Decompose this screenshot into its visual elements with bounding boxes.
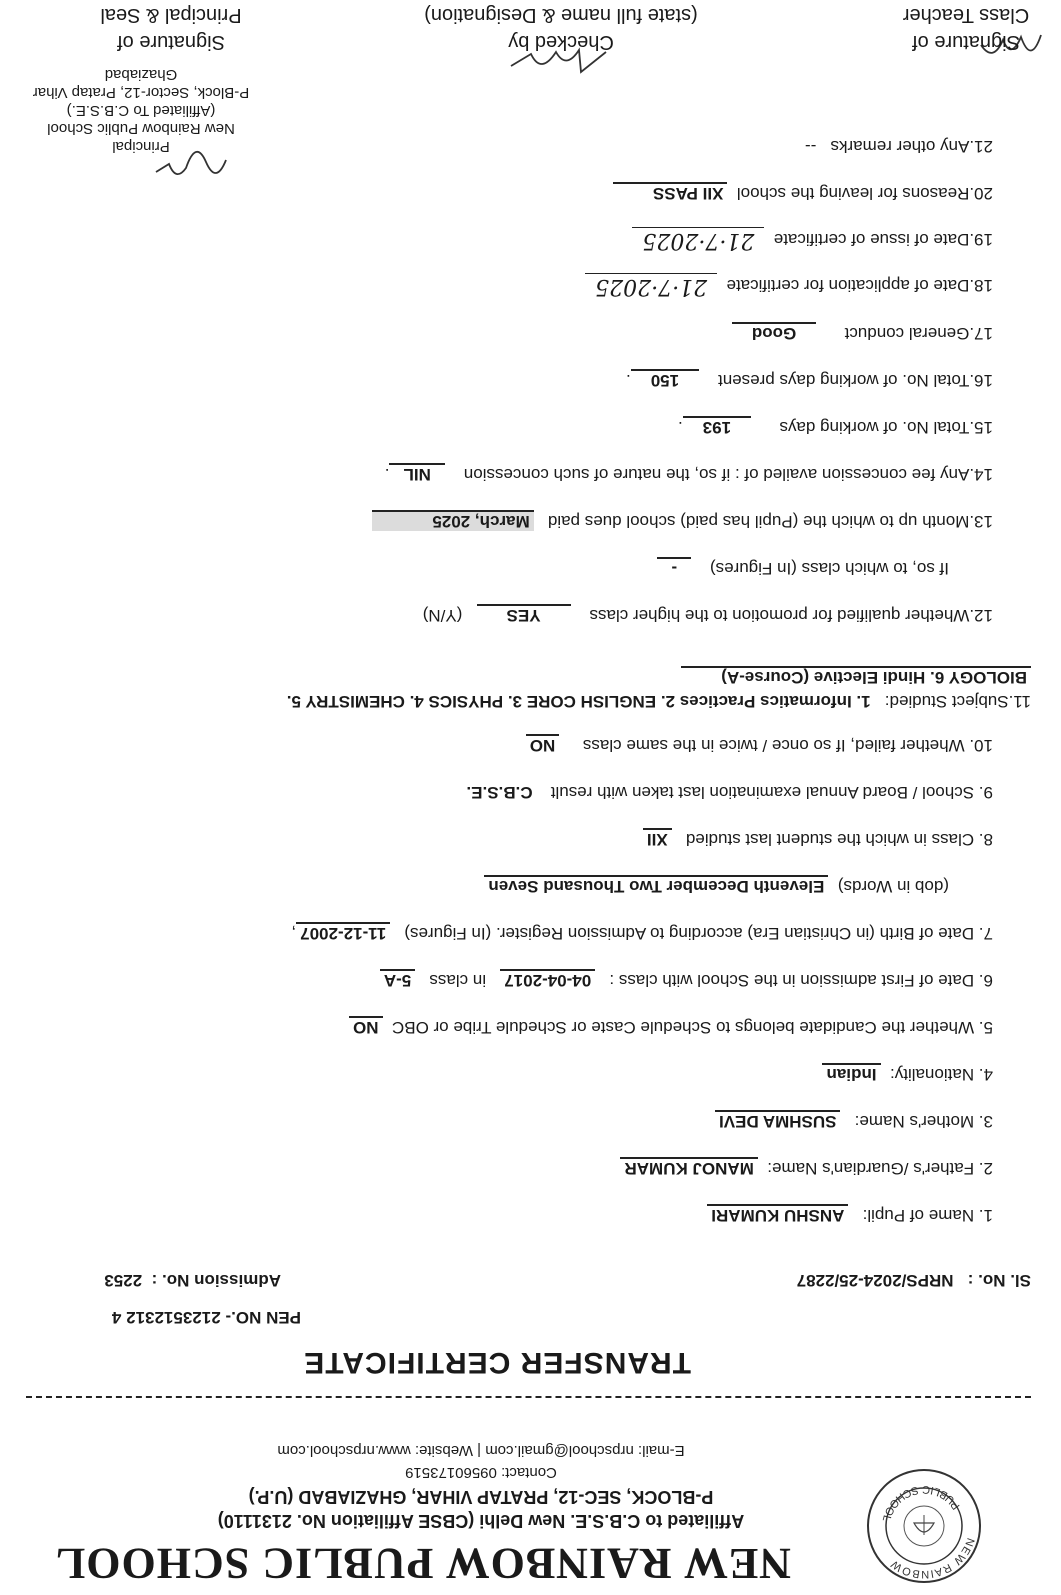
contact-number: Contact: 09560173519 — [405, 1464, 557, 1481]
admission-value: 2253 — [104, 1271, 143, 1290]
svg-text:PUBLIC SCHOOL: PUBLIC SCHOOL — [879, 1482, 963, 1524]
item-4: 4. Nationality: Indian — [3, 1064, 993, 1084]
item-10: 10. Whether failed, If so once / twice in the same class NO — [3, 735, 993, 755]
application-date: 21·7·2025 — [585, 273, 717, 299]
item-15: 15.Total No. of working days 193. — [677, 418, 993, 437]
school-seal-icon — [865, 1467, 983, 1585]
principal-signature-block: Signature of Principal & Seal — [100, 4, 242, 53]
checked-by-block: Checked by (state full name & Designation) — [424, 4, 698, 53]
item-5: 5. Whether the Candidate belongs to Schedule Caste or Schedule Tribe or OBC NO — [3, 1017, 993, 1037]
fee-concession: NIL — [389, 463, 444, 484]
item-8: 8. Class in which the student last studied XII — [3, 829, 993, 849]
mother-name: SUSHMA DEVI — [715, 1110, 840, 1131]
affiliation-text: Affiliated to C.B.S.E. New Delhi (CBSE Affiliation No. 2131110) — [217, 1511, 745, 1531]
item-19: 19.Date of issue of certificate 21·7·2025 — [3, 228, 993, 253]
dob-figures: 11-12-2007 — [296, 922, 390, 943]
subjects-line-2: BIOLOGY 6. Hindi Elective (Course-A) — [681, 666, 1031, 687]
serial-number — [797, 1270, 1031, 1290]
working-days: 193 — [683, 416, 751, 437]
item-17: 17.General conduct Good — [3, 323, 993, 343]
item-18: 18.Date of application for certificate 21·7·2025 — [3, 274, 993, 299]
svg-text:NEW RAINBOW: NEW RAINBOW — [888, 1536, 977, 1581]
dues-paid-month: March, 2025 — [372, 510, 533, 531]
failed-status: NO — [526, 734, 560, 755]
board-result: C.B.S.E. — [466, 783, 533, 802]
caste-category: NO — [349, 1016, 383, 1037]
school-address: P-BLOCK, SEC-12, PRATAP VIHAR, GHAZIABAD (U.P.) — [248, 1487, 714, 1507]
subjects-line-1: 1. Informatics Practices 2. ENGLISH CORE 3. PHYSICS 4. CHEMISTRY 5. — [286, 692, 871, 711]
class-teacher-signature-block: Signature of Class Teacher — [902, 4, 1030, 53]
item-2: 2. Father's /Guardian's Name: MANOJ KUMAR — [3, 1158, 993, 1178]
first-admission-date: 04-04-2017 — [500, 969, 595, 990]
principal-stamp: Principal New Rainbow Public School (Affiliated To C.B.S.E.) P-Block, Sector-12, Pratap Vihar Ghaziabad — [32, 66, 250, 155]
nationality: Indian — [822, 1063, 880, 1084]
other-remarks: -- — [804, 137, 817, 156]
item-1: 1. Name of Pupil: ANSHU KUMARI — [3, 1205, 993, 1225]
days-present: 150 — [631, 369, 699, 390]
item-12: 12.Whether qualified for promotion to the higher class YES (Y/N) — [422, 606, 993, 625]
issue-date: 21·7·2025 — [632, 227, 764, 253]
item-11-cont — [41, 667, 1031, 687]
general-conduct: Good — [732, 322, 816, 343]
divider — [26, 1396, 1031, 1398]
school-name: NEW RAINBOW PUBLIC SCHOOL — [54, 1539, 791, 1588]
pen-value: 2123512312 4 — [111, 1308, 221, 1327]
item-13: 13.Month up to which the (Pupil has paid) school dues paid March, 2025 — [3, 511, 993, 531]
serial-value: NRPS/2024-25/2287 — [796, 1271, 954, 1290]
pen-number — [112, 1307, 301, 1327]
promotion-class: - — [657, 557, 691, 578]
father-name: MANOJ KUMAR — [620, 1157, 757, 1178]
last-class: XII — [643, 828, 672, 849]
item-9: 9. School / Board Annual examination last taken with result C.B.S.E. — [3, 782, 993, 802]
leaving-reason: XII PASS — [613, 182, 728, 203]
item-3: 3. Mother's Name: SUSHMA DEVI — [3, 1111, 993, 1131]
item-21: 21.Any other remarks -- — [804, 137, 993, 156]
item-20: 20.Reasons for leaving the school XII PASS — [3, 183, 993, 203]
promotion-qualified: YES — [477, 604, 571, 625]
document-title: TRANSFER CERTIFICATE — [303, 1346, 691, 1379]
admission-number — [104, 1270, 281, 1290]
first-admission-class: 5-A — [380, 969, 415, 990]
item-6: 6. Date of First admission in the School with class : 04-04-2017 in class 5-A — [3, 970, 993, 990]
item-7: 7. Date of Birth (in Christian Era) according to Admission Register. (In Figures) 11-12-2007, — [291, 924, 993, 943]
item-14: 14.Any fee concession availed of : if so, the nature of such concession NIL. — [384, 465, 993, 484]
item-16: 16.Total No. of working days present 150. — [626, 371, 993, 390]
email-website: E-mail: nrpschool@gmail.com | Website: www.nrpschool.com — [277, 1442, 685, 1459]
item-12-class: If so, to which class (In Figures) - — [0, 558, 949, 578]
pen-label: PEN NO.- — [225, 1308, 301, 1327]
principal-signature-icon — [151, 150, 231, 190]
item-7-words: (dob in Words) Eleventh December Two Thousand Seven — [0, 876, 949, 896]
pupil-name: ANSHU KUMARI — [707, 1204, 848, 1225]
dob-words: Eleventh December Two Thousand Seven — [484, 875, 828, 896]
admission-label: Admission No. : — [151, 1271, 281, 1290]
serial-label: Sl. No. : — [967, 1271, 1031, 1290]
item-11: 11.Subject Studied: 1. Informatics Practices 2. ENGLISH CORE 3. PHYSICS 4. CHEMISTRY 5. — [286, 692, 1031, 711]
